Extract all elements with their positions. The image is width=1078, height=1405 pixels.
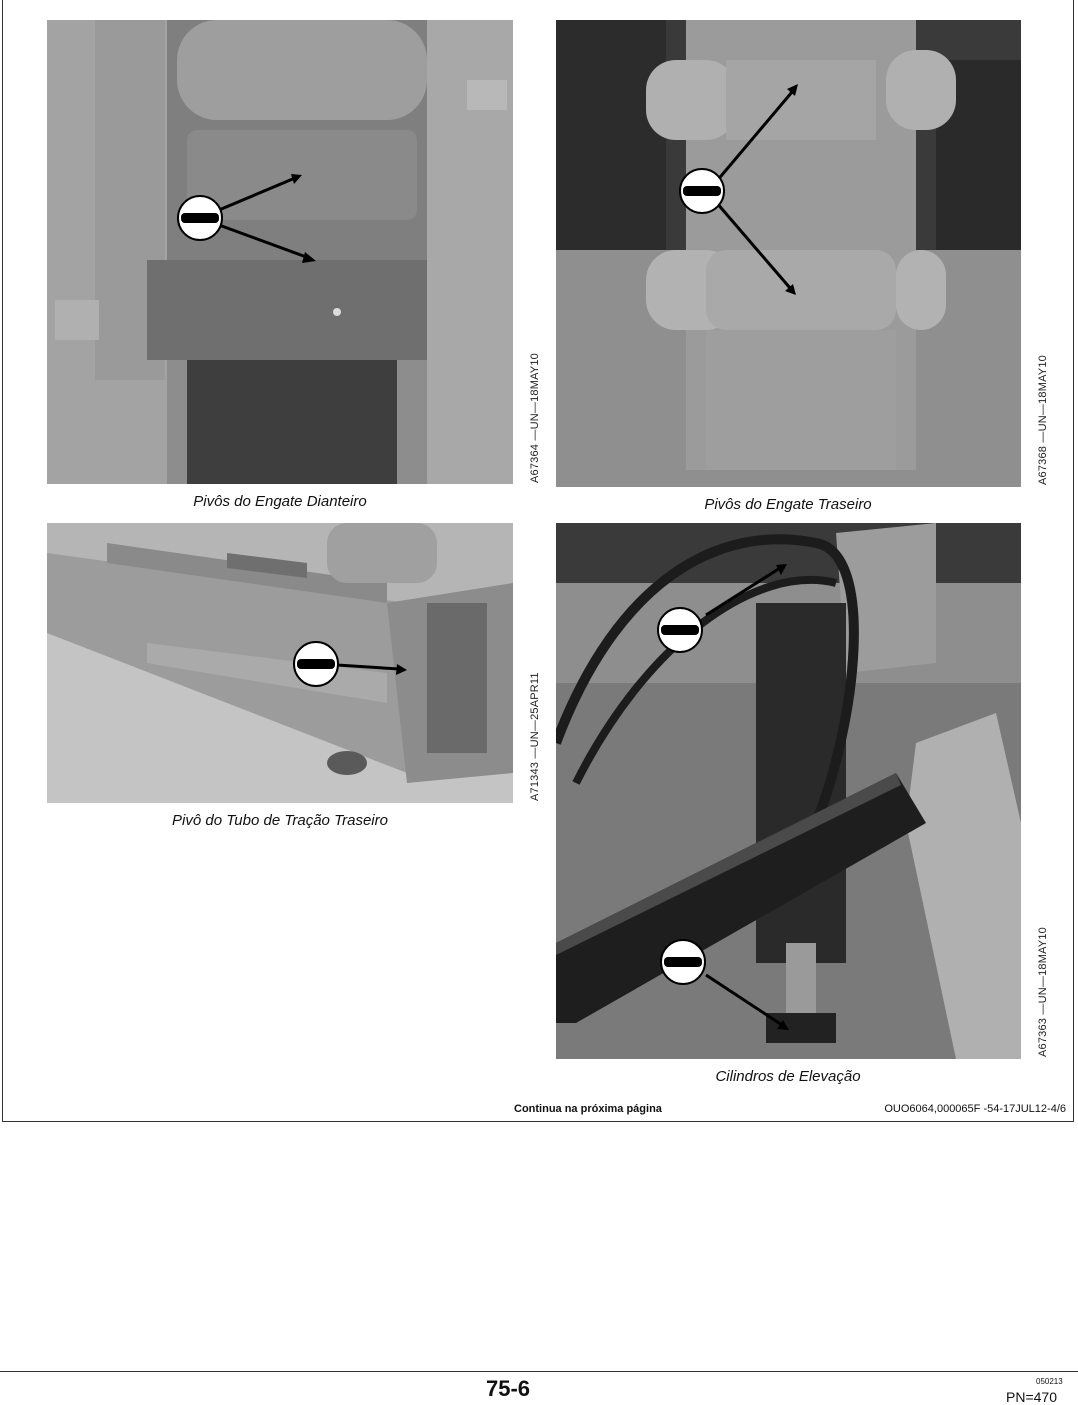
document-reference: OUO6064,000065F -54-17JUL12-4/6: [884, 1103, 1066, 1115]
figure-photo-lift-cylinders: [556, 523, 1021, 1059]
figure-id-front-hitch: A67364 —UN—18MAY10: [529, 353, 541, 483]
caption-draft-tube: Pivô do Tubo de Tração Traseiro: [172, 812, 388, 829]
figure-photo-front-hitch: [47, 20, 513, 484]
footer-divider: [0, 1371, 1078, 1372]
rear-hitch-pivots-photo-icon: [556, 20, 1021, 487]
continue-note: Continua na próxima página: [514, 1103, 662, 1115]
caption-lift-cylinders: Cilindros de Elevação: [715, 1068, 861, 1085]
figure-photo-rear-hitch: [556, 20, 1021, 487]
page-number: 75-6: [486, 1376, 531, 1401]
figure-id-lift-cylinders: A67363 —UN—18MAY10: [1037, 927, 1049, 1057]
lift-cylinders-photo-icon: [556, 523, 1021, 1059]
figure-id-rear-hitch: A67368 —UN—18MAY10: [1037, 355, 1049, 485]
date-code: 050213: [1036, 1377, 1063, 1386]
figure-photo-draft-tube: [47, 523, 513, 803]
caption-front-hitch: Pivôs do Engate Dianteiro: [193, 493, 367, 510]
front-hitch-pivots-photo-icon: [47, 20, 513, 484]
figure-id-draft-tube: A71343 —UN—25APR11: [529, 672, 541, 801]
rear-draft-tube-pivot-photo-icon: [47, 523, 513, 803]
page-pn: PN=470: [1006, 1389, 1057, 1405]
caption-rear-hitch: Pivôs do Engate Traseiro: [704, 496, 872, 513]
